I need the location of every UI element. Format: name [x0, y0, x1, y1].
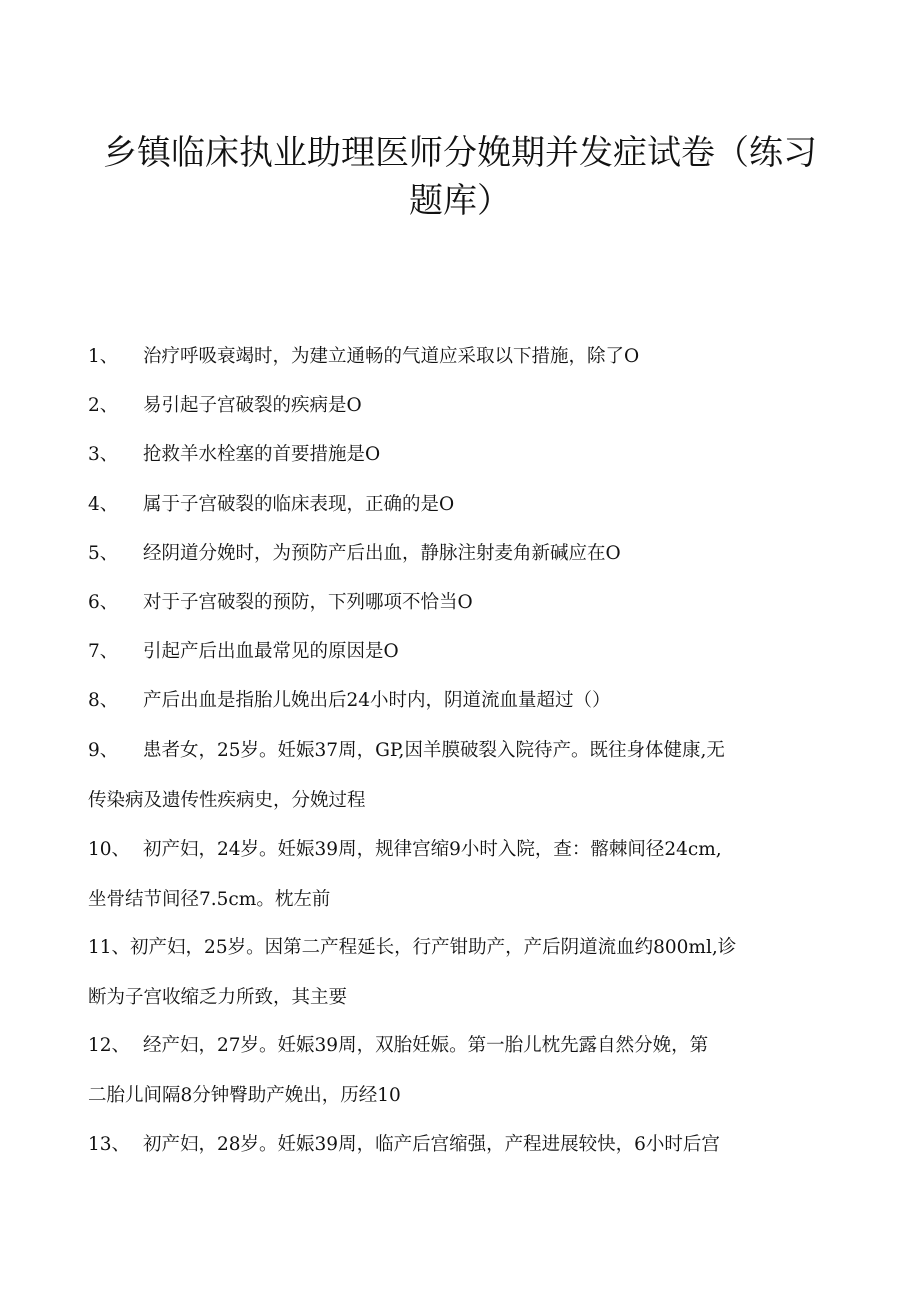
question-item — [88, 726, 828, 826]
question-text-continued: 断为子宫收缩乏力所致，其主要 — [88, 987, 348, 1008]
question-number: 4、 — [88, 494, 119, 515]
question-text: 经产妇，27岁。妊娠39周，双胎妊娠。第一胎儿枕先露自然分娩，第 — [143, 1035, 709, 1056]
question-item — [88, 676, 828, 726]
question-text: 患者女，25岁。妊娠37周，GP,因羊膜破裂入院待产。既往身体健康,无 — [143, 740, 725, 761]
question-text-continued: 坐骨结节间径7.5cm。枕左前 — [88, 889, 331, 910]
question-item — [88, 381, 828, 431]
question-item — [88, 480, 828, 530]
question-number: 1、 — [88, 346, 119, 367]
question-text-continued: 传染病及遗传性疾病史，分娩过程 — [88, 790, 366, 811]
question-text: 经阴道分娩时，为预防产后出血，静脉注射麦角新碱应在O — [143, 543, 621, 564]
question-text: 产后出血是指胎儿娩出后24小时内，阴道流血量超过（） — [143, 690, 611, 711]
question-text: 引起产后出血最常见的原因是O — [143, 641, 399, 662]
document-title-line-1: 乡镇临床执业助理医师分娩期并发症试卷（练习 — [103, 133, 817, 173]
question-number: 13、 — [88, 1134, 131, 1155]
question-number: 6、 — [88, 592, 119, 613]
question-number: 10、 — [88, 839, 131, 860]
question-number: 9、 — [88, 740, 119, 761]
question-number: 12、 — [88, 1035, 131, 1056]
question-number: 11、 — [88, 937, 131, 958]
question-text: 属于子宫破裂的临床表现，正确的是O — [143, 494, 455, 515]
question-text: 抢救羊水栓塞的首要措施是O — [143, 444, 381, 465]
question-item — [88, 923, 828, 1023]
question-number: 7、 — [88, 641, 119, 662]
question-text: 易引起子宫破裂的疾病是O — [143, 395, 362, 416]
question-item — [88, 430, 828, 480]
question-item — [88, 1021, 828, 1121]
question-item — [88, 627, 828, 677]
question-text: 对于子宫破裂的预防，下列哪项不恰当O — [143, 592, 473, 613]
document-title-line-2: 题库） — [409, 181, 511, 221]
question-item — [88, 578, 828, 628]
question-text: 初产妇，25岁。因第二产程延长，行产钳助产，产后阴道流血约800ml,诊 — [130, 937, 737, 958]
question-item — [88, 529, 828, 579]
question-item — [88, 332, 828, 382]
question-number: 3、 — [88, 444, 119, 465]
question-item — [88, 825, 828, 925]
question-item — [88, 1120, 828, 1170]
question-text-continued: 二胎儿间隔8分钟臀助产娩出，历经10 — [88, 1085, 401, 1106]
question-number: 2、 — [88, 395, 119, 416]
question-text: 治疗呼吸衰竭时，为建立通畅的气道应采取以下措施，除了O — [143, 346, 640, 367]
question-text: 初产妇，24岁。妊娠39周，规律宫缩9小时入院，查：髂棘间径24cm, — [143, 839, 722, 860]
question-number: 5、 — [88, 543, 119, 564]
question-number: 8、 — [88, 690, 119, 711]
question-text: 初产妇，28岁。妊娠39周，临产后宫缩强，产程进展较快，6小时后宫 — [143, 1134, 720, 1155]
